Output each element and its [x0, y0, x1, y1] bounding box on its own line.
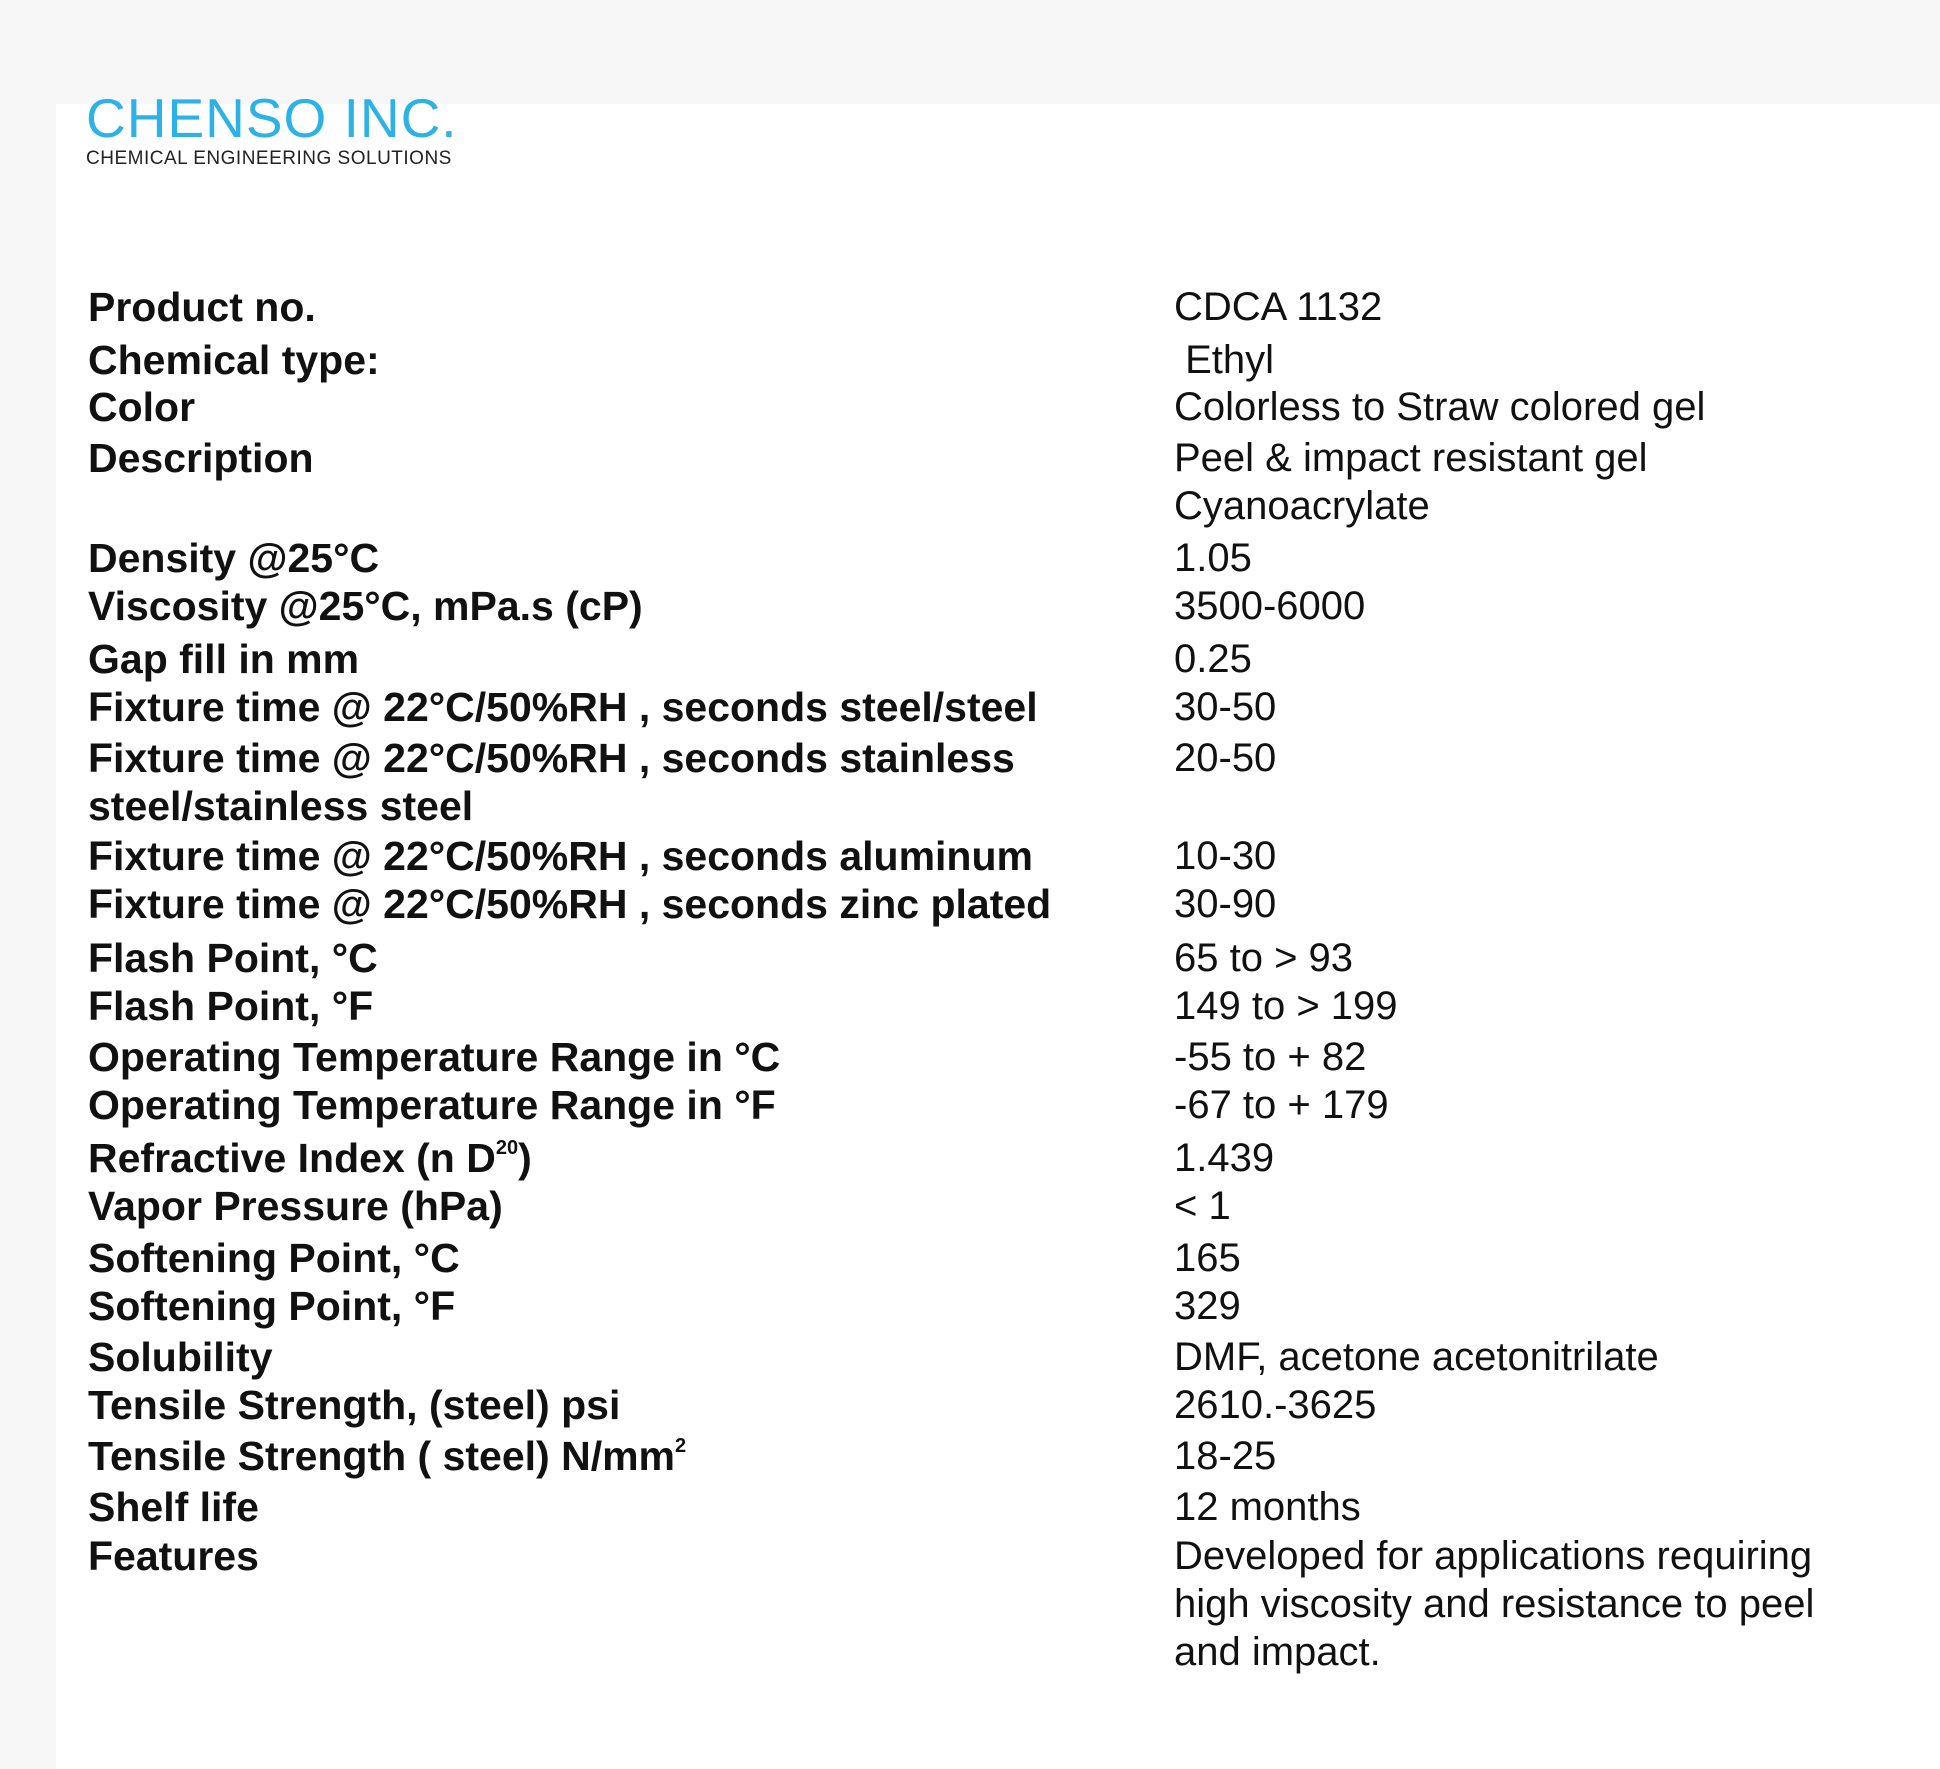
spec-label: Viscosity @25°C, mPa.s (cP)	[88, 583, 643, 629]
spec-label	[88, 1134, 1174, 1182]
spec-row	[88, 582, 1888, 635]
spec-value: 65 to > 93	[1174, 936, 1354, 980]
spec-label: Gap fill in mm	[88, 636, 360, 682]
spec-label: Operating Temperature Range in °C	[88, 1034, 781, 1080]
spec-label-superscript: 20	[495, 1137, 519, 1159]
spec-label: Color	[88, 384, 196, 430]
spec-label: Flash Point, °F	[88, 983, 374, 1029]
spec-label: Fixture time @ 22°C/50%RH , seconds steel/steel	[88, 684, 1038, 730]
spec-row	[88, 534, 1888, 582]
spec-row	[88, 934, 1888, 982]
company-logo	[86, 87, 458, 170]
spec-label-text: Refractive Index (n D	[88, 1135, 496, 1181]
spec-row	[88, 434, 1888, 534]
spec-value: -55 to + 82	[1174, 1035, 1367, 1079]
spec-value: 10-30	[1174, 834, 1277, 878]
spec-value: CDCA 1132	[1174, 285, 1383, 329]
spec-row	[88, 1282, 1888, 1333]
company-name: CHENSO INC.	[86, 87, 458, 149]
spec-label: Solubility	[88, 1334, 273, 1380]
spec-value: 329	[1174, 1284, 1241, 1328]
spec-label	[88, 1432, 1174, 1480]
spec-label-superscript: 2	[675, 1435, 687, 1457]
spec-value: 3500-6000	[1174, 584, 1366, 628]
spec-label: Fixture time @ 22°C/50%RH , seconds aluminum	[88, 833, 1033, 879]
spec-row	[88, 1381, 1888, 1432]
spec-label: Fixture time @ 22°C/50%RH , seconds zinc plated	[88, 881, 1052, 927]
spec-label-line: Fixture time @ 22°C/50%RH , seconds stainless	[88, 735, 1015, 781]
spec-row	[88, 1134, 1888, 1182]
spec-value: 1.05	[1174, 536, 1252, 580]
spec-label: Description	[88, 435, 314, 481]
spec-row	[88, 683, 1888, 734]
spec-label: Operating Temperature Range in °F	[88, 1082, 776, 1128]
spec-value: 20-50	[1174, 736, 1277, 780]
spec-value: 165	[1174, 1236, 1241, 1280]
spec-value-line: Cyanoacrylate	[1174, 484, 1430, 528]
spec-label: Features	[88, 1533, 259, 1579]
spec-row	[88, 383, 1888, 434]
spec-value-line: and impact.	[1174, 1630, 1381, 1674]
spec-table	[88, 283, 1888, 1676]
spec-value: -67 to + 179	[1174, 1083, 1389, 1127]
spec-label: Tensile Strength, (steel) psi	[88, 1382, 621, 1428]
spec-row	[88, 1483, 1888, 1532]
spec-value: 149 to > 199	[1174, 984, 1398, 1028]
spec-value: 0.25	[1174, 637, 1252, 681]
spec-label-text: Tensile Strength ( steel) N/mm	[88, 1433, 676, 1479]
spec-row	[88, 734, 1888, 832]
spec-row	[88, 336, 1888, 383]
spec-row	[88, 880, 1888, 934]
spec-value-line: Peel & impact resistant gel	[1174, 436, 1648, 480]
spec-label: Softening Point, °F	[88, 1283, 456, 1329]
spec-row	[88, 1033, 1888, 1081]
spec-value: 12 months	[1174, 1485, 1361, 1529]
spec-row	[88, 1432, 1888, 1483]
spec-value: 1.439	[1174, 1136, 1275, 1180]
spec-value	[1174, 434, 1888, 530]
spec-value	[1174, 1532, 1888, 1676]
spec-label: Product no.	[88, 284, 316, 330]
spec-row	[88, 635, 1888, 683]
spec-row	[88, 1333, 1888, 1381]
spec-value: 30-50	[1174, 685, 1277, 729]
spec-label: Softening Point, °C	[88, 1235, 460, 1281]
spec-value: Colorless to Straw colored gel	[1174, 385, 1706, 429]
spec-label: Vapor Pressure (hPa)	[88, 1183, 503, 1229]
spec-value-line: Developed for applications requiring	[1174, 1534, 1813, 1578]
spec-label: Chemical type:	[88, 337, 380, 383]
spec-row	[88, 1532, 1888, 1676]
spec-row	[88, 982, 1888, 1033]
spec-row	[88, 1081, 1888, 1134]
spec-row	[88, 1182, 1888, 1234]
spec-row	[88, 283, 1888, 336]
spec-value: 30-90	[1174, 882, 1277, 926]
spec-label: Shelf life	[88, 1484, 259, 1530]
spec-label-tail: )	[518, 1135, 532, 1181]
spec-row	[88, 1234, 1888, 1282]
spec-label-line: steel/stainless steel	[88, 783, 474, 829]
spec-label	[88, 734, 1174, 830]
spec-value: 18-25	[1174, 1434, 1277, 1478]
spec-value: 2610.-3625	[1174, 1383, 1377, 1427]
spec-row	[88, 832, 1888, 880]
spec-value: < 1	[1174, 1184, 1231, 1228]
company-tagline: CHEMICAL ENGINEERING SOLUTIONS	[86, 148, 452, 169]
spec-label: Flash Point, °C	[88, 935, 378, 981]
spec-value: DMF, acetone acetonitrilate	[1174, 1335, 1659, 1379]
spec-label: Density @25°C	[88, 535, 380, 581]
spec-value: Ethyl	[1174, 338, 1275, 382]
spec-value-line: high viscosity and resistance to peel	[1174, 1582, 1815, 1626]
